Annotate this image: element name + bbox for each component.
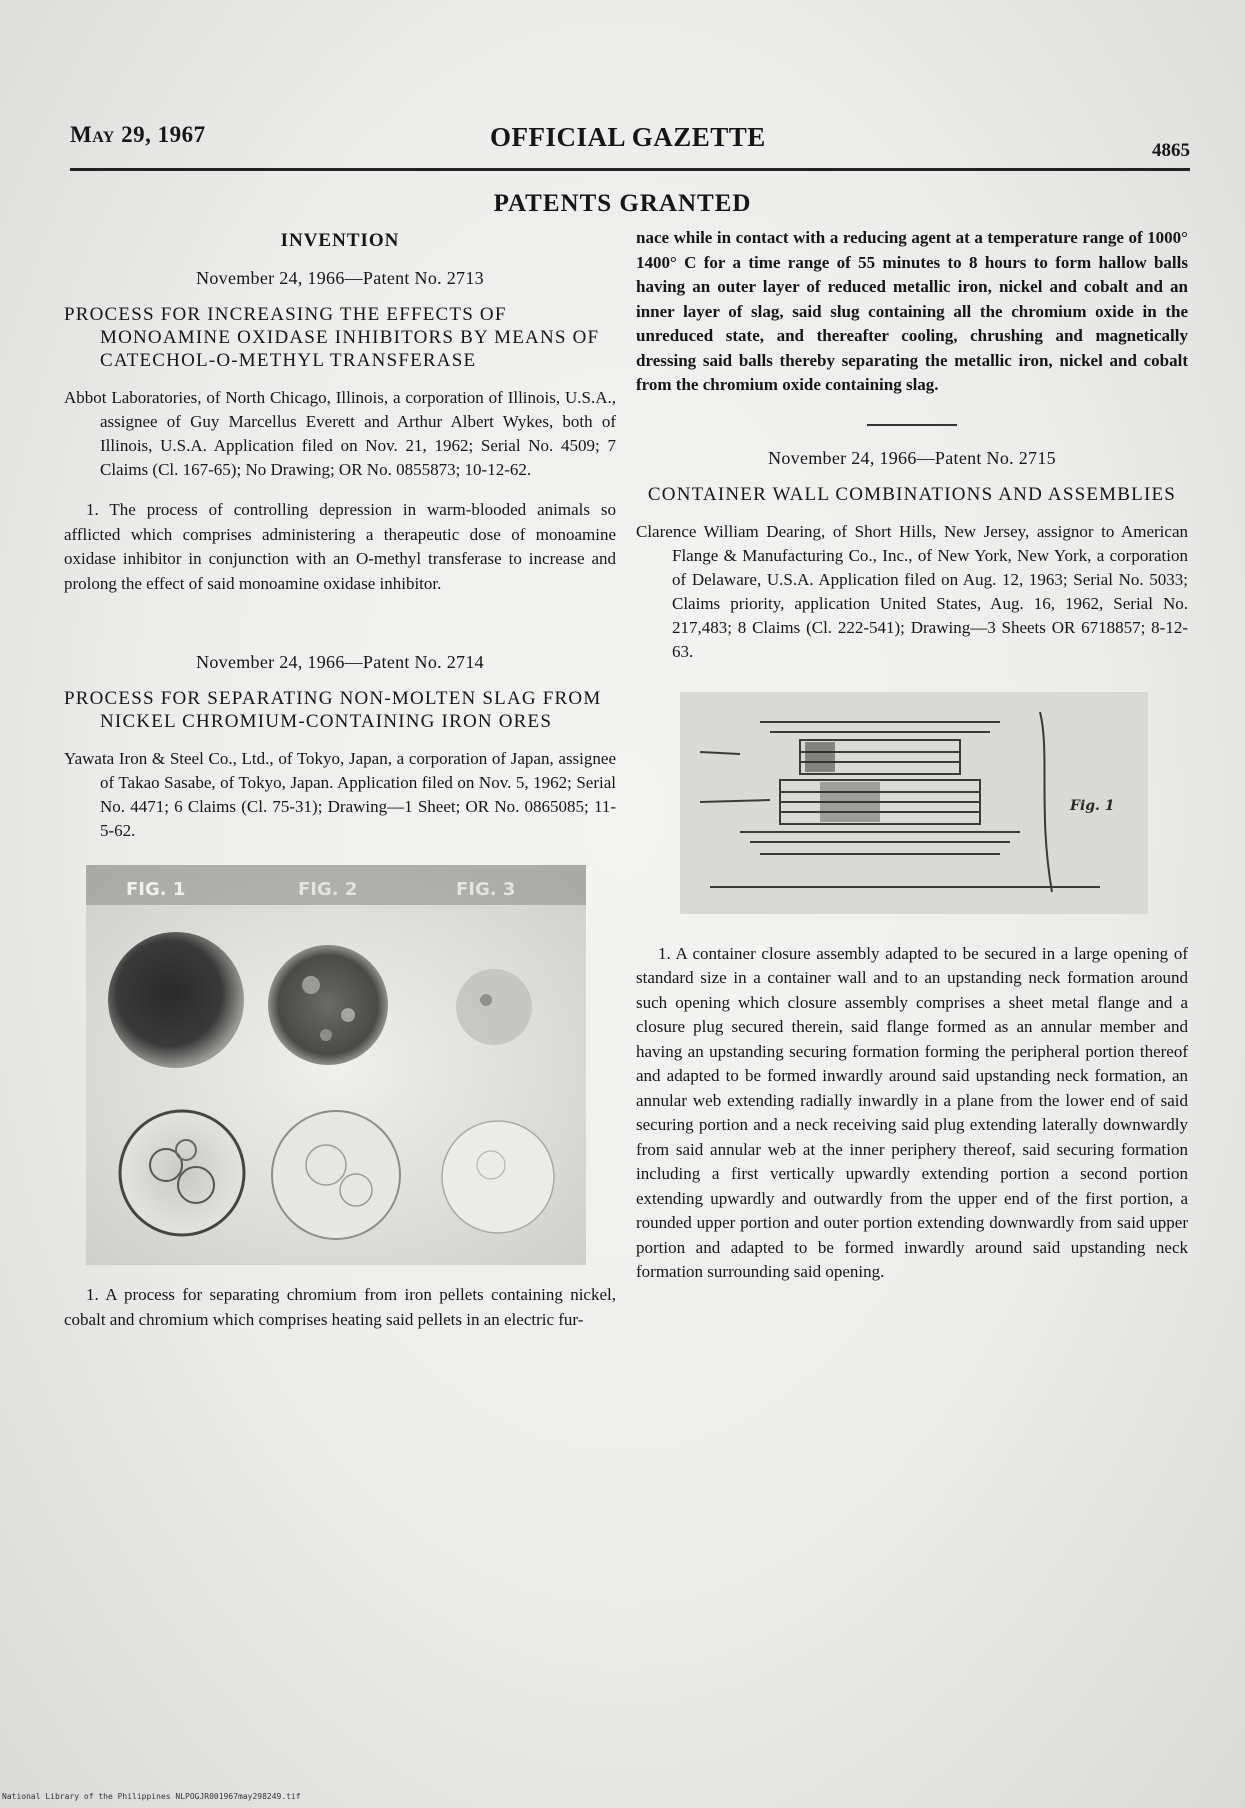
header-rule: [70, 168, 1190, 171]
scan-footer: National Library of the Philippines NLPOGJR001967may298249.tif: [2, 1792, 301, 1801]
spacer: [64, 596, 616, 624]
fig-label-2: FIG. 2: [298, 879, 358, 900]
patent-2714-applicant: Yawata Iron & Steel Co., Ltd., of Tokyo, Japan, a corporation of Japan, assignee of Takao Sasabe, of Tokyo, Japan. Application filed on Nov. 5, 1962; Serial No. 4471; 6 Claims (Cl. 75-31); Drawing—1 Sheet; OR No. 0865085; 11-5-62.: [64, 749, 616, 840]
pellet-photo-art: [86, 865, 586, 1265]
fig-label-3: FIG. 3: [456, 879, 516, 900]
invention-heading: INVENTION: [280, 230, 400, 251]
pellet-photograph: [86, 865, 586, 1265]
patent-2714-title: PROCESS FOR SEPARATING NON-MOLTEN SLAG FROM NICKEL CHROMIUM-CONTAINING IRON ORES: [64, 688, 602, 732]
drawing-fig-label: Fig. 1: [1070, 797, 1115, 814]
separator-rule: [867, 424, 957, 426]
patent-2713-date: November 24, 1966—Patent No. 2713: [196, 268, 484, 288]
header-page-number: 4865: [1152, 140, 1190, 161]
header-date: May 29, 1967: [70, 122, 206, 147]
patent-2713-title: PROCESS FOR INCREASING THE EFFECTS OF MONOAMINE OXIDASE INHIBITORS BY MEANS OF CATECHOL-O-METHYL TRANSFERASE: [64, 304, 600, 371]
patent-2714-date: November 24, 1966—Patent No. 2714: [196, 652, 484, 672]
left-column: [64, 226, 616, 1332]
header-title: OFFICIAL GAZETTE: [490, 122, 766, 152]
section-title: PATENTS GRANTED: [493, 190, 752, 217]
patent-2715-date: November 24, 1966—Patent No. 2715: [768, 447, 1056, 468]
container-drawing: [680, 692, 1148, 914]
page-header: [70, 118, 1190, 161]
patent-2713-claim: 1. The process of controlling depression in warm-blooded animals so afflicted which comprises administering a therapeutic dose of monoamine oxidase inhibitor in conjunction with an O-methyl transferase to increase and prolong the effect of said monoamine oxidase inhibitor.: [64, 500, 616, 593]
fig-label-1: FIG. 1: [126, 879, 186, 900]
patent-2715-title: CONTAINER WALL COMBINATIONS AND ASSEMBLIES: [647, 483, 1177, 505]
patent-2714-claim-start: 1. A process for separating chromium from iron pellets containing nickel, cobalt and chromium which comprises heating said pellets in an electric fur-: [64, 1285, 616, 1329]
container-drawing-art: [680, 692, 1148, 914]
patent-2715-claim: 1. A container closure assembly adapted to be secured in a large opening of standard size in a container wall and to an upstanding neck formation around such opening which closure assembly comprises a sheet metal flange and a closure plug secured therein, said flange formed as an annular member and having an upstanding securing formation forming the peripheral portion thereof and adapted to be formed inwardly around said upstanding neck formation, an annular web extending radially inwardly in a plane from the lower end of said securing portion and a neck receiving said plug extending laterally downwardly from said annular web at the inner periphery thereof, said securing formation including a first vertically upwardly extending portion a second portion extending upwardly and outwardly from the upper end of the first portion, a rounded upper portion and outer portion extending downwardly from said upper portion and adapted to be formed inwardly around said upstanding neck formation surrounding said opening.: [636, 943, 1188, 1281]
right-column: [636, 226, 1188, 1285]
patent-2715-applicant: Clarence William Dearing, of Short Hills, New Jersey, assignor to American Flange & Manufacturing Co., Inc., of New York, New York, a corporation of Delaware, U.S.A. Application filed on Aug. 12, 1963; Serial No. 5033; Claims priority, application United States, Aug. 16, 1962, Serial No. 217,483; 8 Claims (Cl. 222-541); Drawing—3 Sheets OR 6718857; 8-12-63.: [636, 521, 1188, 661]
patent-2713-applicant: Abbot Laboratories, of North Chicago, Illinois, a corporation of Illinois, U.S.A., assignee of Guy Marcellus Everett and Arthur Albert Wykes, both of Illinois, U.S.A. Application filed on Nov. 21, 1962; Serial No. 4509; 7 Claims (Cl. 167-65); No Drawing; OR No. 0855873; 10-12-62.: [64, 388, 616, 479]
patent-2714-claim-continuation: nace while in contact with a reducing agent at a temperature range of 1000° 1400° C for a time range of 55 minutes to 8 hours to form hallow balls having an outer layer of reduced metallic iron, nickel and cobalt and an inner layer of slag, said slug containing all the chromium oxide in the unreduced state, and thereafter cooling, chrushing and magnetically dressing said balls thereby separating the metallic iron, nickel and cobalt from the chromium oxide containing slag.: [636, 228, 1188, 394]
spacer: [636, 914, 1188, 942]
spacer: [64, 624, 616, 652]
